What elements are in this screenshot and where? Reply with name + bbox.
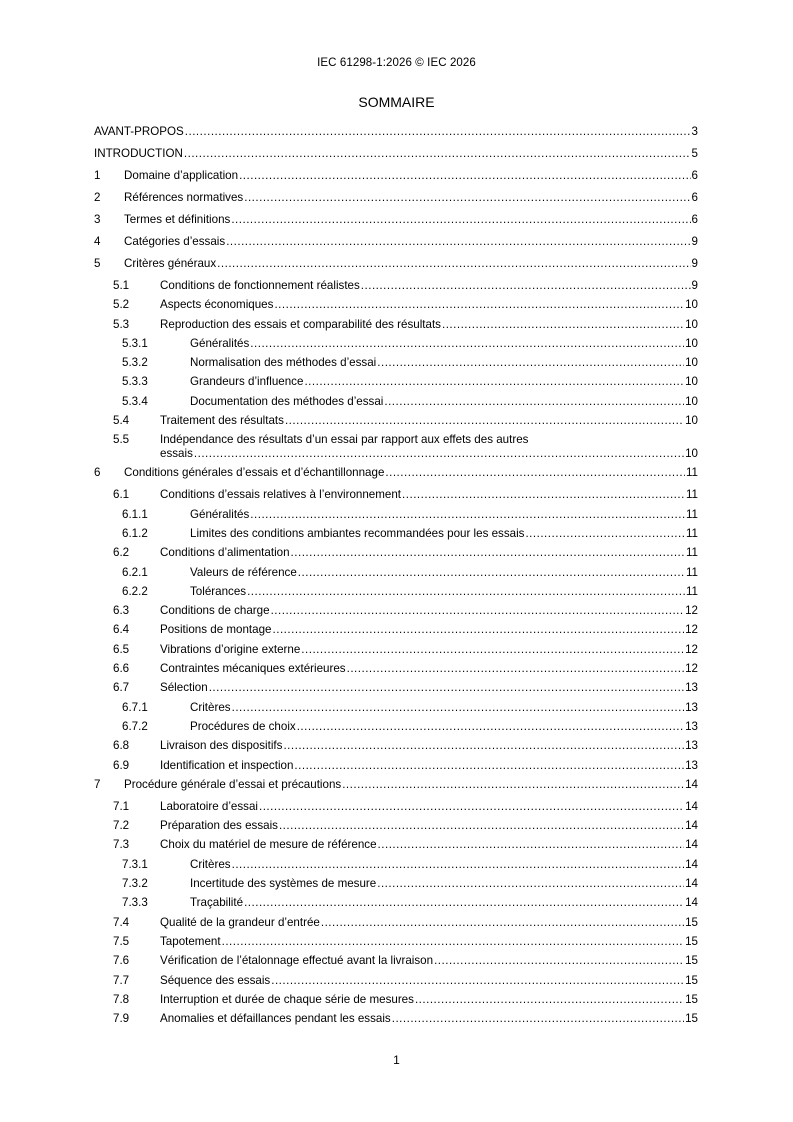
toc-entry[interactable]	[94, 858, 698, 877]
toc-dot-leader	[321, 916, 684, 930]
toc-dot-leader	[347, 662, 684, 676]
toc-entry-page: 11	[685, 526, 698, 540]
document-header: IEC 61298-1:2026 © IEC 2026	[317, 57, 476, 69]
toc-entry-page: 14	[685, 896, 698, 910]
toc-entry-label: Conditions de fonctionnement réalistes	[160, 279, 360, 292]
toc-entry[interactable]	[94, 169, 698, 191]
toc-entry[interactable]	[94, 701, 698, 720]
toc-entry[interactable]	[94, 279, 698, 298]
toc-dot-leader	[222, 935, 685, 949]
toc-entry-label-line1: Indépendance des résultats d’un essai par rapport aux effets des autres	[160, 433, 529, 447]
toc-dot-leader	[377, 356, 684, 370]
toc-entry-page: 10	[685, 394, 698, 408]
toc-entry[interactable]	[94, 954, 698, 973]
toc-entry-label: Traitement des résultats	[160, 414, 284, 428]
toc-entry-number: 6	[94, 466, 101, 480]
toc-entry-page: 15	[685, 934, 698, 948]
toc-entry-page: 11	[685, 565, 698, 579]
toc-entry-page: 6	[691, 169, 698, 182]
toc-entry-page: 11	[685, 507, 698, 521]
toc-entry[interactable]	[94, 720, 698, 739]
toc-dot-leader	[298, 566, 685, 580]
toc-entry-number: 7.1	[113, 799, 130, 813]
toc-entry-page: 6	[691, 213, 698, 226]
toc-entry-number: 5	[94, 257, 101, 270]
toc-entry-number: 4	[94, 235, 101, 248]
toc-dot-leader	[285, 414, 684, 428]
toc-entry-number: 6.9	[113, 758, 130, 772]
toc-entry-page: 15	[685, 954, 698, 968]
toc-dot-leader	[244, 191, 690, 205]
toc-dot-leader	[384, 395, 684, 409]
table-of-contents	[94, 125, 698, 1031]
toc-dot-leader	[392, 1012, 684, 1026]
toc-entry[interactable]	[94, 974, 698, 993]
toc-entry[interactable]	[94, 191, 698, 213]
toc-entry[interactable]	[94, 877, 698, 896]
toc-dot-leader	[442, 318, 684, 332]
toc-entry-page: 15	[685, 992, 698, 1006]
toc-entry-label: Laboratoire d’essai	[160, 799, 258, 813]
toc-entry-number: 7.3.3	[122, 896, 148, 910]
toc-entry-label: Vibrations d’origine externe	[160, 642, 301, 656]
toc-entry[interactable]	[94, 356, 698, 375]
toc-entry-page: 12	[685, 662, 698, 676]
toc-entry-page: 12	[685, 642, 698, 656]
toc-entry[interactable]	[94, 838, 698, 857]
page-number: 1	[393, 1053, 400, 1067]
toc-entry-label: Limites des conditions ambiantes recommandées pour les essais	[190, 526, 525, 540]
toc-dot-leader	[377, 877, 684, 891]
toc-entry[interactable]	[94, 257, 698, 279]
toc-entry[interactable]	[94, 585, 698, 604]
toc-entry[interactable]	[94, 414, 698, 433]
toc-entry-label: Aspects économiques	[160, 298, 274, 312]
toc-entry-number: 6.5	[113, 642, 130, 656]
toc-dot-leader	[274, 298, 684, 312]
toc-entry-label: Tolérances	[190, 584, 247, 598]
toc-entry-label: Grandeurs d’influence	[190, 375, 304, 389]
toc-entry-number: 5.5	[113, 433, 130, 447]
toc-dot-leader	[250, 337, 684, 351]
toc-entry-number: 6.7.1	[122, 700, 148, 714]
toc-dot-leader	[361, 279, 691, 293]
toc-entry-page: 15	[685, 973, 698, 987]
toc-entry[interactable]	[94, 466, 698, 488]
toc-entry-page: 14	[685, 857, 698, 871]
toc-dot-leader	[402, 488, 685, 502]
toc-dot-leader	[378, 838, 685, 852]
toc-entry[interactable]	[94, 759, 698, 778]
toc-entry-label: Identification et inspection	[160, 758, 294, 772]
toc-entry[interactable]	[94, 662, 698, 681]
toc-entry-page: 3	[691, 125, 698, 138]
toc-entry[interactable]	[94, 916, 698, 935]
toc-dot-leader	[194, 447, 684, 461]
toc-dot-leader	[232, 701, 685, 715]
toc-entry[interactable]	[94, 488, 698, 507]
toc-dot-leader	[279, 819, 684, 833]
toc-entry-number: 6.1.1	[122, 507, 148, 521]
toc-dot-leader	[247, 585, 685, 599]
toc-dot-leader	[259, 800, 684, 814]
toc-entry-page: 13	[685, 681, 698, 695]
toc-dot-leader	[291, 546, 685, 560]
toc-entry-page: 9	[691, 257, 698, 270]
toc-entry-label: Valeurs de référence	[190, 565, 297, 579]
toc-dot-leader	[385, 466, 685, 480]
toc-entry-label: Incertitude des systèmes de mesure	[190, 877, 377, 891]
toc-entry-page: 6	[691, 191, 698, 204]
toc-entry-label: Critères	[190, 857, 231, 871]
toc-entry[interactable]	[94, 739, 698, 758]
toc-entry-page: 10	[685, 317, 698, 331]
toc-entry-page: 10	[685, 375, 698, 389]
toc-entry-page: 10	[685, 336, 698, 350]
toc-entry[interactable]	[94, 1012, 698, 1031]
toc-entry-page: 11	[685, 584, 698, 598]
toc-entry-number: 5.3.3	[122, 375, 148, 389]
toc-entry-label: Traçabilité	[190, 896, 244, 910]
toc-entry-label: Termes et définitions	[124, 213, 231, 226]
toc-entry-page: 12	[685, 623, 698, 637]
toc-entry[interactable]	[94, 778, 698, 800]
toc-entry-number: 1	[94, 169, 101, 182]
toc-entry-label: Procédures de choix	[190, 719, 296, 733]
toc-entry-page: 13	[685, 700, 698, 714]
toc-entry-page: 10	[685, 414, 698, 428]
toc-entry-label: Documentation des méthodes d’essai	[190, 394, 384, 408]
toc-entry-label: Généralités	[190, 507, 250, 521]
toc-entry[interactable]	[94, 508, 698, 527]
toc-entry-page: 13	[685, 739, 698, 753]
toc-entry-number: 5.4	[113, 414, 130, 428]
toc-entry[interactable]	[94, 147, 698, 169]
toc-dot-leader	[185, 125, 691, 139]
toc-entry-number: 7.5	[113, 934, 130, 948]
toc-entry-label: Conditions générales d’essais et d’échantillonnage	[124, 466, 385, 480]
toc-dot-leader	[415, 993, 684, 1007]
toc-entry[interactable]	[94, 566, 698, 585]
toc-entry-page: 14	[685, 777, 698, 791]
toc-entry-label: Tapotement	[160, 934, 221, 948]
toc-entry[interactable]	[94, 337, 698, 356]
toc-entry-number: 6.1.2	[122, 526, 148, 540]
toc-entry-label: Livraison des dispositifs	[160, 739, 283, 753]
toc-entry-number: 5.1	[113, 279, 130, 292]
toc-entry[interactable]	[94, 681, 698, 700]
toc-entry-number: 5.3.2	[122, 356, 148, 370]
toc-dot-leader	[250, 508, 685, 522]
toc-dot-leader	[273, 623, 685, 637]
toc-entry[interactable]	[94, 819, 698, 838]
toc-entry-page: 14	[685, 819, 698, 833]
toc-entry-number: 7	[94, 777, 101, 791]
toc-entry-number: 7.9	[113, 1012, 130, 1026]
toc-entry-number: 5.3	[113, 317, 130, 331]
toc-dot-leader	[244, 896, 684, 910]
toc-entry-number: 5.2	[113, 298, 130, 312]
toc-entry[interactable]	[94, 546, 698, 565]
toc-entry-number: 7.7	[113, 973, 130, 987]
toc-entry[interactable]	[94, 433, 698, 466]
toc-entry-number: 5.3.4	[122, 394, 148, 408]
toc-dot-leader	[525, 527, 685, 541]
toc-entry-label: INTRODUCTION	[94, 147, 183, 160]
toc-entry-label: Procédure générale d’essai et précautions	[124, 777, 342, 791]
toc-entry[interactable]	[94, 235, 698, 257]
toc-dot-leader	[434, 954, 684, 968]
toc-dot-leader	[301, 643, 684, 657]
toc-entry-label: Catégories d’essais	[124, 235, 226, 248]
toc-entry-number: 6.7	[113, 681, 130, 695]
toc-entry-number: 5.3.1	[122, 336, 148, 350]
toc-entry-label: Références normatives	[124, 191, 244, 204]
toc-entry-page: 5	[691, 147, 698, 160]
toc-entry-label: Conditions de charge	[160, 604, 270, 618]
toc-entry-number: 7.3.1	[122, 857, 148, 871]
toc-entry-label: Positions de montage	[160, 623, 272, 637]
toc-entry-number: 6.4	[113, 623, 130, 637]
toc-entry[interactable]	[94, 125, 698, 147]
toc-entry-number: 7.3.2	[122, 877, 148, 891]
toc-entry-label: Préparation des essais	[160, 819, 278, 833]
toc-entry-number: 6.3	[113, 604, 130, 618]
toc-entry-number: 7.6	[113, 954, 130, 968]
toc-entry-label: Anomalies et défaillances pendant les essais	[160, 1012, 391, 1026]
toc-entry-number: 7.2	[113, 819, 130, 833]
toc-dot-leader	[184, 147, 691, 161]
page-title: SOMMAIRE	[358, 94, 435, 110]
toc-entry-page: 9	[691, 235, 698, 248]
toc-entry-page: 15	[685, 1012, 698, 1026]
toc-entry-label: Critères	[190, 700, 231, 714]
toc-entry[interactable]	[94, 298, 698, 317]
toc-entry-number: 7.8	[113, 992, 130, 1006]
toc-dot-leader	[231, 213, 690, 227]
toc-entry-number: 6.6	[113, 662, 130, 676]
toc-entry[interactable]	[94, 623, 698, 642]
toc-entry[interactable]	[94, 527, 698, 546]
toc-dot-leader	[294, 759, 684, 773]
toc-dot-leader	[304, 375, 684, 389]
toc-entry-number: 6.2.2	[122, 584, 148, 598]
toc-entry-number: 7.4	[113, 915, 130, 929]
toc-dot-leader	[239, 169, 690, 183]
toc-entry-label: Sélection	[160, 681, 208, 695]
toc-dot-leader	[297, 720, 684, 734]
toc-entry-page: 14	[685, 877, 698, 891]
toc-dot-leader	[342, 778, 684, 792]
toc-dot-leader	[217, 257, 690, 271]
toc-entry-label: Qualité de la grandeur d’entrée	[160, 915, 320, 929]
toc-entry-number: 6.2.1	[122, 565, 148, 579]
toc-entry-label: essais	[160, 447, 193, 461]
toc-entry-label: Interruption et durée de chaque série de mesures	[160, 992, 414, 1006]
toc-entry-page: 9	[691, 279, 698, 292]
toc-entry-label: Conditions d’alimentation	[160, 546, 290, 560]
toc-entry[interactable]	[94, 213, 698, 235]
toc-entry-page: 10	[685, 356, 698, 370]
toc-entry-page: 14	[685, 799, 698, 813]
toc-entry-label: Choix du matériel de mesure de référence	[160, 838, 377, 852]
toc-entry-page: 13	[685, 719, 698, 733]
toc-entry[interactable]	[94, 993, 698, 1012]
toc-entry-label: Reproduction des essais et comparabilité des résultats	[160, 317, 441, 331]
toc-entry-number: 6.8	[113, 739, 130, 753]
toc-entry-page: 11	[685, 466, 698, 480]
toc-entry-label: Conditions d’essais relatives à l’environnement	[160, 488, 402, 502]
toc-dot-leader	[283, 739, 684, 753]
toc-entry-page: 15	[685, 915, 698, 929]
toc-entry-label: Domaine d’application	[124, 169, 239, 182]
toc-entry[interactable]	[94, 604, 698, 623]
toc-entry[interactable]	[94, 935, 698, 954]
toc-entry-number: 3	[94, 213, 101, 226]
toc-entry-page: 10	[685, 298, 698, 312]
toc-entry-label: Normalisation des méthodes d’essai	[190, 356, 377, 370]
toc-entry-number: 6.1	[113, 488, 130, 502]
toc-dot-leader	[226, 235, 690, 249]
toc-entry-page: 12	[685, 604, 698, 618]
toc-entry-label: Critères généraux	[124, 257, 217, 270]
toc-entry-number: 6.2	[113, 546, 130, 560]
toc-entry-number: 2	[94, 191, 101, 204]
toc-dot-leader	[232, 858, 685, 872]
toc-entry-page: 14	[685, 838, 698, 852]
toc-entry-label: Vérification de l’étalonnage effectué avant la livraison	[160, 954, 434, 968]
toc-entry-number: 6.7.2	[122, 719, 148, 733]
toc-dot-leader	[271, 974, 684, 988]
toc-entry-number: 7.3	[113, 838, 130, 852]
toc-entry-label: Généralités	[190, 336, 250, 350]
toc-entry-page: 10	[685, 447, 698, 461]
toc-entry[interactable]	[94, 643, 698, 662]
toc-entry[interactable]	[94, 896, 698, 915]
toc-entry-page: 11	[685, 488, 698, 502]
toc-dot-leader	[271, 604, 685, 618]
toc-entry[interactable]	[94, 395, 698, 414]
toc-entry-label: Séquence des essais	[160, 973, 271, 987]
toc-dot-leader	[209, 681, 684, 695]
toc-entry[interactable]	[94, 800, 698, 819]
toc-entry-label: Contraintes mécaniques extérieures	[160, 662, 346, 676]
toc-entry-label: AVANT-PROPOS	[94, 125, 184, 138]
toc-entry[interactable]	[94, 375, 698, 394]
toc-entry[interactable]	[94, 318, 698, 337]
toc-entry-page: 13	[685, 758, 698, 772]
toc-entry-page: 11	[685, 546, 698, 560]
